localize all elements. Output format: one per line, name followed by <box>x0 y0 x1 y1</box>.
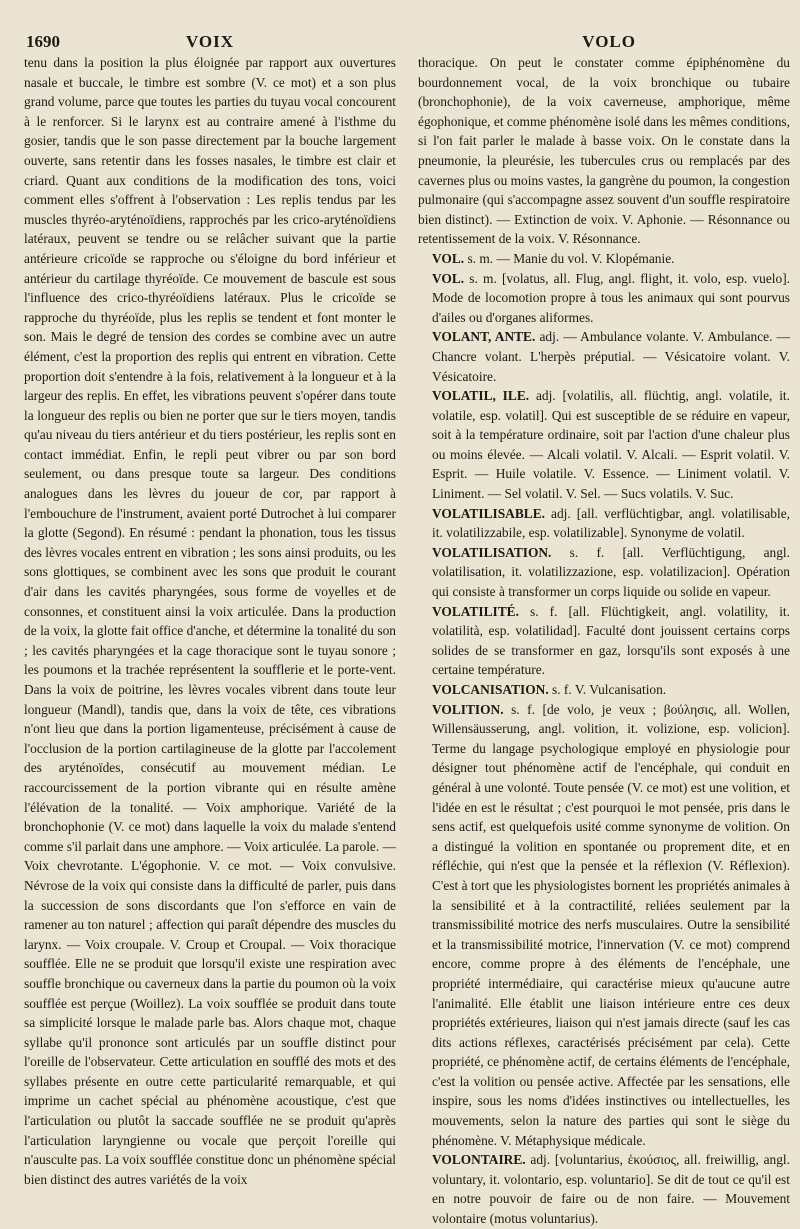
entry-volontaire: VOLONTAIRE. adj. [voluntarius, ἑκούσιος, all. freiwillig, angl. voluntary, it. volontario, esp. voluntario]. Se dit de tout ce qu'il est en notre pouvoir de faire ou de non faire. — Mouvement volontaire (motus voluntarius). <box>432 1152 790 1227</box>
headword: VOL. <box>432 250 465 266</box>
headword: VOLATILITÉ. <box>432 603 519 619</box>
headword: VOLITION. <box>432 701 504 717</box>
column-gutter <box>406 60 407 1200</box>
entry-volant: VOLANT, ANTE. adj. — Ambulance volante. V. Ambulance. — Chancre volant. L'herpès préputial. — Vésicatoire volant. V. Vésicatoire. <box>432 329 790 384</box>
headword: VOLCANISATION. <box>432 682 549 697</box>
entry-volatilite: VOLATILITÉ. s. f. [all. Flüchtigkeit, angl. volatility, it. volatilità, esp. volatilidad]. Faculté dont jouissent certains corps solides de se transformer en gaz, lorsqu'ils sont exposés à une certaine température. <box>432 603 790 678</box>
entry-voix-end: thoracique. On peut le constater comme épiphénomène du bourdonnement vocal, de la voix bronchique ou tubaire (bronchophonie), de la voix caverneuse, amphorique, même égophonique, et comme phénomène isolé dans les mêmes conditions, si l'on fait parler le malade à basse voix. On le constate dans la pneumonie, la pleurésie, les tubercules crus ou remplacés par des cavernes plus ou moins vastes, la gangrène du poumon, la congestion pulmonaire (qui s'accompagne assez souvent d'un souffle respiratoire bien distinct). — Extinction de voix. V. Aphonie. — Résonnance ou retentissement de la voix. V. Résonnance. <box>418 55 790 247</box>
left-column <box>24 53 396 1205</box>
page-number: 1690 <box>26 32 60 51</box>
entry-voix-continued: tenu dans la position la plus éloignée par rapport aux ouvertures nasale et buccale, le timbre est sombre (V. ce mot) et a son plus grand volume, parce que toutes les parties du tuyau vocal concourent à le renforcer. Si le larynx est au contraire amené à l'isthme du gosier, tandis que le son passe directement par la bouche largement ouverte, sans retentir dans les fosses nasales, le timbre est clair et criard. Quant aux conditions de la modification des tons, voici comment elles s'offrent à l'observation : Les replis tendus par les muscles thyréo-aryténoïdiens, rapprochés par les crico-aryténoïdiens latéraux, peuvent se tendre ou se relâcher suivant que la partie antérieure cricoïde se rapproche ou s'éloigne du bord inférieur et antérieur du cartilage thyréoïde. Ce mouvement de bascule est sous l'influence des crico-thyréoïdiens latéraux. Plus le cricoïde se rapproche du thyréoïde, plus les replis se tendent et font monter le son. Mais le degré de tension des cordes se combine avec un autre élément, c'est la proportion des replis qui entrent en vibration. Cette proportion doit s'entendre à la fois, relativement à la longueur et à la largeur des replis. En effet, les vibrations peuvent s'opérer dans toute la longueur des replis ou bien ne porter que sur le tiers moyen, tandis qu'au niveau du tiers antérieur et du tiers postérieur, les replis sont en contact immédiat. Enfin, le repli peut vibrer ou par son bord seulement, ou dans presque toute sa largeur. Des conditions analogues dans les lèvres du joueur de cor, par rapport à l'embouchure de l'instrument, avaient porté Dutrochet à lui comparer la glotte (Segond). En résumé : pendant la phonation, tous les tissus des lèvres vocales entrent en vibration ; les sons ainsi produits, ou les sons glottiques, se combinent avec les sons que produit le courant d'air dans les cavités pharyngées, sous forme de voyelles et de consonnes, et constituent ainsi la voix articulée. Dans la production de la voix, la glotte fait office d'anche, et détermine la tonalité du son ; les cavités pharyngées et la cage thoracique sont le tuyau sonore ; les poumons et la trachée représentent la soufflerie et le porte-vent. Dans la voix de poitrine, les lèvres vocales vibrent dans toute leur longueur (Mandl), tandis que, dans la voix de tête, ces vibrations n'ont lieu que dans la portion ligamenteuse, précisément à cause de l'occlusion de la portion cartilagineuse de la glotte par l'accolement des aryténoïdes, consécutif au mouvement médian. Le raccourcissement de la portion vibrante qui en résulte amène l'élévation de la tonalité. — Voix amphorique. Variété de la bronchophonie (V. ce mot) dans laquelle la voix du malade s'entend comme s'il parlait dans une amphore. — Voix articulée. La parole. — Voix chevrotante. L'égophonie. V. ce mot. — Voix convulsive. Névrose de la voix qui consiste dans la difficulté de parler, puis dans la succession de sons discordants que l'on s'efforce en vain de ramener au ton naturel ; affection qui paraît dépendre des muscles du larynx. — Voix croupale. V. Croup et Croupal. — Voix thoracique soufflée. Elle ne se produit que lorsqu'il existe une respiration avec souffle bronchique ou caverneux dans la partie du poumon où la voix soufflée est perçue (Woillez). La voix soufflée se produit dans toute sa simplicité lorsque le malade parle bas. Alors chaque mot, chaque syllabe qu'il prononce sont articulés par un souffle distinct pour l'oreille de l'observateur. Cette articulation en soufflé des mots et des syllabes présente en outre cette particularité remarquable, et qui imprime un cachet spécial au phénomène acoustique, c'est que l'articulation ou plutôt la saccade soufflée ne se produit qu'après l'articulation laryngienne ou vocale que perçoit l'oreille qui n'ausculte pas. La voix soufflée constitue donc un phénomène spécial bien distinct des autres variétés de la voix <box>24 55 396 1187</box>
headword: VOL. <box>432 270 465 286</box>
running-head-right: VOLO <box>582 32 636 51</box>
entry-volatilisation: VOLATILISATION. s. f. [all. Verflüchtigung, angl. volatilisation, it. volatilizzazione, esp. volatilizacion]. Opération qui consiste à transformer un corps liquide ou solide en vapeur. <box>432 544 790 600</box>
entry-volition: VOLITION. s. f. [de volo, je veux ; βούλησις, all. Wollen, Willensäusserung, angl. volition, it. volizione, esp. volicion]. Terme du langage psychologique employé en physiologie pour désigner tout phénomène actif de l'encéphale, qui conduit en général à une volonté. Toute pensée (V. ce mot) est une volition, et l'idée en est le résultat ; c'est pourquoi le mot pensée, pris dans le sens actif, est quelquefois usité comme synonyme de volition. On a distingué la volition en spontanée ou proprement dite, et en réfléchie, qui n'est que la pensée et la réflexion (V. Réflexion). C'est à tort que les physiologistes bornent les propriétés animales à la sensibilité et à la contractilité, reliées seulement par la transmissibilité motrice des nerfs musculaires. Outre la sensibilité et la transmissibilité motrice, l'innervation (V. ce mot) comprend encore, comme propre à des éléments de l'encéphale, une propriété intermédiaire, qui caractérise mieux qu'aucune autre l'animalité. Elle établit une liaison intérieure entre ces deux propriétés extérieures, liaison qui n'est jamais directe (sauf les cas dits actions réflexes, caractérisés précisément par cela). Cette propriété, ce phénomène actif, de certains éléments de l'encéphale, c'est la volition ou pensée active. Affectée par les sensations, elle inspire, sous les noms d'idées instinctives ou intellectuelles, les mouvements, selon la nature des parties qui sont le siège du phénomène. V. Métaphysique médicale. <box>432 701 790 1148</box>
headword: VOLATIL, ILE. <box>432 388 530 404</box>
headword: VOLATILISABLE. <box>432 505 545 521</box>
entry-vol-2: VOL. s. m. [volatus, all. Flug, angl. flight, it. volo, esp. vuelo]. Mode de locomotion propre à tous les animaux qui sont pourvus d'ailes ou d'organes aliformes. <box>432 270 790 325</box>
entry-volcanisation: VOLCANISATION. s. f. V. Vulcanisation. <box>432 682 667 697</box>
entry-volatil: VOLATIL, ILE. adj. [volatilis, all. flüchtig, angl. volatile, it. volatile, esp. volatil]. Qui est susceptible de se réduire en vapeur, soit à la température ordinaire, soit par l'action d'une chaleur plus ou moins élevée. — Alcali volatil. V. Alcali. — Esprit volatil. V. Esprit. — Huile volatile. V. Essence. — Liniment volatil. V. Liniment. — Sel volatil. V. Sel. — Sucs volatils. V. Suc. <box>432 388 790 502</box>
running-head-left: VOIX <box>186 32 235 51</box>
headword: VOLANT, ANTE. <box>432 329 536 345</box>
right-column <box>418 53 790 1227</box>
entry-vol-1: VOL. s. m. — Manie du vol. V. Klopémanie. <box>432 250 675 266</box>
entry-volatilisable: VOLATILISABLE. adj. [all. verflüchtigbar, angl. volatilisable, it. volatilizzabile, esp. volatilizable]. Synonyme de volatil. <box>432 505 790 541</box>
headword: VOLONTAIRE. <box>432 1152 526 1168</box>
headword: VOLATILISATION. <box>432 544 552 560</box>
